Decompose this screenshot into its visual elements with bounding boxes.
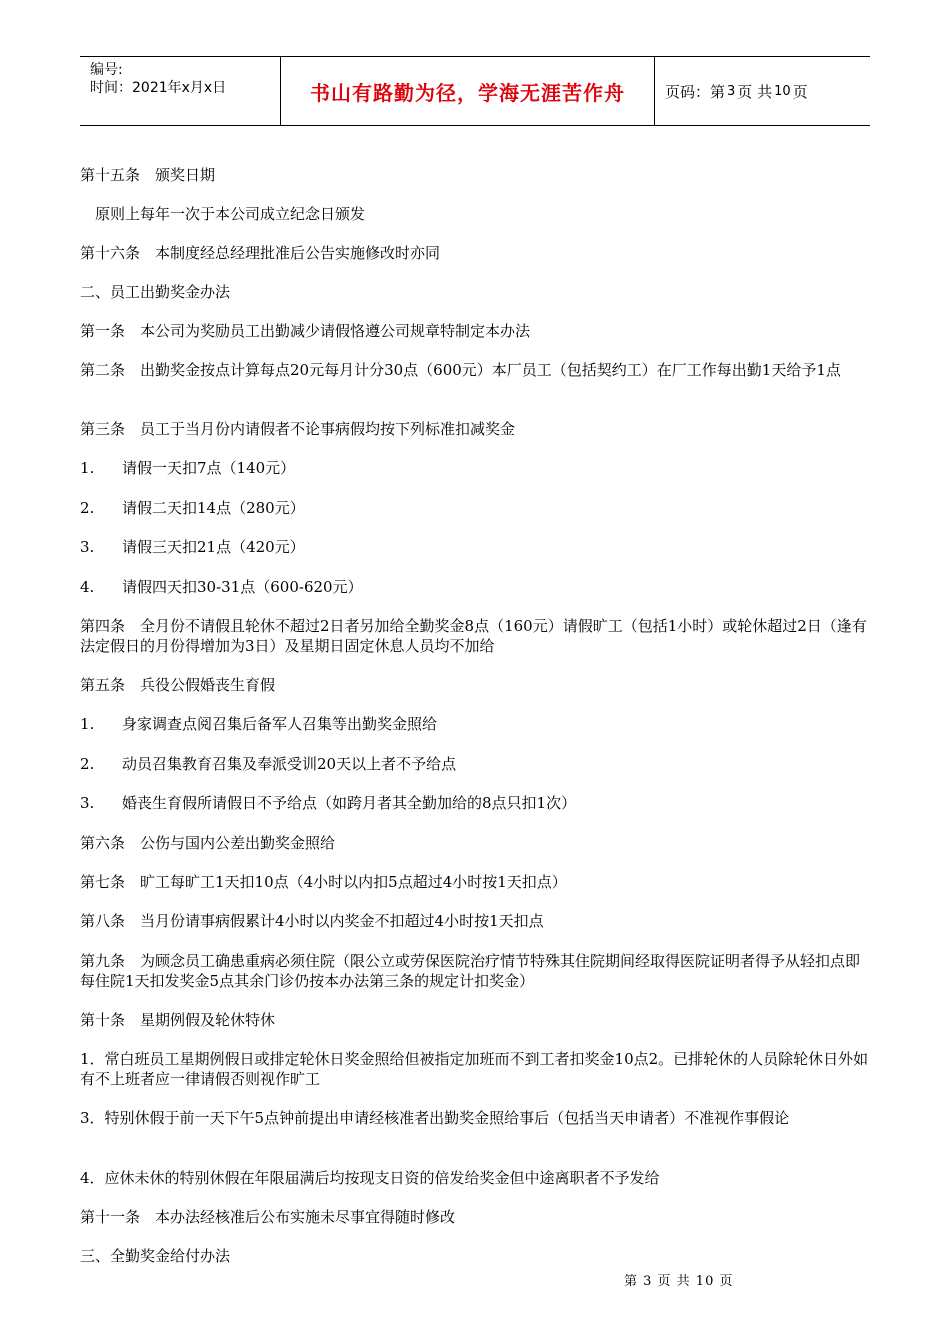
paragraph — [80, 321, 872, 341]
paragraph — [80, 360, 872, 380]
paragraph — [80, 911, 872, 931]
paragraph-text: 第八条 当月份请事病假累计4小时以内奖金不扣超过4小时按1天扣点 — [80, 912, 544, 930]
list-number: 3. — [80, 538, 95, 556]
paragraph-text: 第一条 本公司为奖励员工出勤减少请假恪遵公司规章特制定本办法 — [80, 322, 531, 340]
paragraph-text: 4．应休未休的特别休假在年限届满后均按现支日资的倍发给奖金但中途离职者不予发给 — [80, 1169, 660, 1187]
paragraph-text: 第三条 员工于当月份内请假者不论事病假均按下列标准扣减奖金 — [80, 420, 516, 438]
date-label: 时间：2021年x月x日 — [90, 80, 227, 96]
paragraph — [80, 1049, 872, 1089]
paragraph-text: 身家调查点阅召集后备军人召集等出勤奖金照给 — [122, 715, 438, 733]
paragraph-text: 第七条 旷工每旷工1天扣10点（4小时以内扣5点超过4小时按1天扣点） — [80, 873, 567, 891]
paragraph-text: 3．特别休假于前一天下午5点钟前提出申请经核准者出勤奖金照给事后（包括当天申请者）不准视作事假论 — [80, 1109, 790, 1127]
paragraph-text: 原则上每年一次于本公司成立纪念日颁发 — [80, 205, 366, 223]
list-number: 1. — [80, 459, 95, 477]
list-number: 4. — [80, 578, 95, 596]
paragraph — [80, 243, 872, 263]
list-number: 2. — [80, 499, 95, 517]
page-prefix: 页码：第 — [665, 82, 726, 101]
paragraph-text: 第十五条 颁奖日期 — [80, 166, 216, 184]
paragraph-text: 请假二天扣14点（280元） — [122, 499, 305, 517]
paragraph — [80, 165, 872, 185]
paragraph-text: 第十六条 本制度经总经理批准后公告实施修改时亦同 — [80, 244, 441, 262]
paragraph-text: 第五条 兵役公假婚丧生育假 — [80, 676, 276, 694]
paragraph — [80, 419, 872, 439]
page-total: 10 — [774, 83, 791, 99]
paragraph-text: 三、全勤奖金给付办法 — [80, 1247, 231, 1265]
page-current: 3 — [727, 83, 736, 99]
paragraph — [80, 204, 872, 224]
list-item — [80, 498, 914, 518]
header-motto: 书山有路勤为径，学海无涯苦作舟 — [281, 57, 655, 125]
list-item — [80, 714, 914, 734]
list-item — [80, 537, 914, 557]
paragraph — [80, 1108, 872, 1128]
paragraph-text: 婚丧生育假所请假日不予给点（如跨月者其全勤加给的8点只扣1次） — [122, 794, 577, 812]
serial-label: 编号: — [90, 62, 123, 78]
page-mid: 页 共 — [737, 82, 773, 101]
paragraph — [80, 1168, 872, 1188]
list-number: 1. — [80, 715, 95, 733]
paragraph — [80, 1010, 872, 1030]
list-item — [80, 754, 914, 774]
paragraph-text: 请假三天扣21点（420元） — [122, 538, 305, 556]
paragraph — [80, 833, 872, 853]
paragraph-text: 动员召集教育召集及奉派受训20天以上者不予给点 — [122, 755, 457, 773]
page-header — [80, 56, 870, 126]
list-item — [80, 577, 914, 597]
paragraph-text: 二、员工出勤奖金办法 — [80, 283, 231, 301]
paragraph — [80, 1207, 872, 1227]
paragraph — [80, 616, 872, 656]
paragraph-text: 第六条 公伤与国内公差出勤奖金照给 — [80, 834, 336, 852]
header-page-info — [655, 57, 870, 125]
list-item — [80, 458, 914, 478]
paragraph-text: 第二条 出勤奖金按点计算每点20元每月计分30点（600元）本厂员工（包括契约工）在厂工作每出勤1天给予1点 — [80, 361, 841, 379]
paragraph — [80, 282, 872, 302]
paragraph-text: 第十一条 本办法经核准后公布实施未尽事宜得随时修改 — [80, 1208, 456, 1226]
paragraph-text: 请假一天扣7点（140元） — [122, 459, 296, 477]
paragraph-text: 第九条 为顾念员工确患重病必须住院（限公立或劳保医院治疗情节特殊其住院期间经取得医院证明者得予从轻扣点即每住院1天扣发奖金5点其余门诊仍按本办法第三条的规定计扣奖金） — [80, 952, 861, 990]
paragraph — [80, 872, 872, 892]
list-item — [80, 793, 914, 813]
paragraph — [80, 951, 872, 991]
page-suffix: 页 — [792, 82, 808, 101]
paragraph-text: 1．常白班员工星期例假日或排定轮休日奖金照给但被指定加班而不到工者扣奖金10点2。已排轮休的人员除轮休日外如有不上班者应一律请假否则视作旷工 — [80, 1050, 869, 1088]
header-meta — [80, 57, 281, 125]
page-footer: 第 3 页 共 10 页 — [624, 1274, 734, 1289]
paragraph-text: 第四条 全月份不请假且轮休不超过2日者另加给全勤奖金8点（160元）请假旷工（包括1小时）或轮休超过2日（逢有法定假日的月份得增加为3日）及星期日固定休息人员均不加给 — [80, 617, 867, 655]
paragraph-text: 第十条 星期例假及轮休特休 — [80, 1011, 276, 1029]
list-number: 3. — [80, 794, 95, 812]
list-number: 2. — [80, 755, 95, 773]
paragraph — [80, 675, 872, 695]
paragraph-text: 请假四天扣30-31点（600-620元） — [122, 578, 363, 596]
paragraph — [80, 1246, 872, 1266]
